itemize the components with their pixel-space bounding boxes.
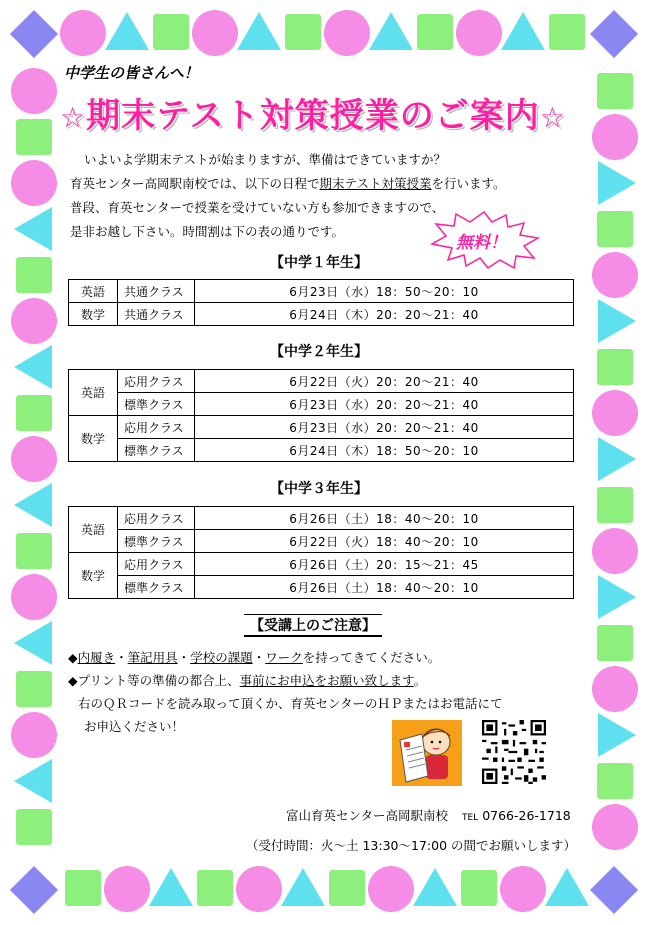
green-square-decoration <box>597 763 633 799</box>
grade-3-heading: 【中学３年生】 <box>270 481 368 497</box>
student-with-paper-illustration <box>392 720 462 786</box>
purple-diamond-decoration <box>590 10 638 58</box>
notice-line-3: 右のＱＲコードを読み取って頂くか、育英センターのＨＰまたはお電話にて <box>78 696 503 711</box>
green-square-decoration <box>16 809 52 845</box>
class-cell: 標準クラス <box>118 576 195 599</box>
reception-hours: （受付時間：火〜土 13:30〜17:00 の間でお願いします） <box>246 838 576 853</box>
intro-line-2-underlined: 期末テスト対策授業 <box>319 176 432 191</box>
table-row <box>69 507 574 530</box>
green-square-decoration <box>597 349 633 385</box>
cyan-triangle-decoration <box>14 621 52 665</box>
green-square-decoration <box>16 671 52 707</box>
subject-cell: 英語 <box>69 370 118 416</box>
pink-circle-decoration <box>11 68 57 114</box>
table-row <box>69 530 574 553</box>
phone-number[interactable]: 0766-26-1718 <box>482 808 571 823</box>
green-square-decoration <box>597 487 633 523</box>
notice-bullet-2-underlined: 事前にお申込をお願い致します <box>239 673 414 688</box>
intro-line-4: 是非お越し下さい。時間割は下の表の通りです。 <box>70 224 345 239</box>
table-row <box>69 439 574 462</box>
pink-circle-decoration <box>324 10 370 56</box>
intro-line-2-post: を行います。 <box>431 176 506 191</box>
subject-cell: 数学 <box>69 553 118 599</box>
purple-diamond-decoration <box>10 10 58 58</box>
flyer-subtitle: 中学生の皆さんへ！ <box>64 64 199 82</box>
pink-circle-decoration <box>592 252 638 298</box>
table-row <box>69 553 574 576</box>
bullet-icon: ◆ <box>68 673 78 688</box>
cyan-triangle-decoration <box>413 868 457 906</box>
pink-circle-decoration <box>500 866 546 912</box>
cyan-triangle-decoration <box>281 868 325 906</box>
separator: ・ <box>177 650 191 665</box>
pink-circle-decoration <box>192 10 238 56</box>
time-cell: 6月22日（火）18：40〜20：10 <box>195 530 574 553</box>
pink-circle-decoration <box>592 114 638 160</box>
grade-1-table <box>68 279 574 326</box>
green-square-decoration <box>597 73 633 109</box>
cyan-triangle-decoration <box>369 12 413 50</box>
table-row <box>69 280 574 303</box>
time-cell: 6月24日（木）20：20〜21：40 <box>195 303 574 326</box>
time-cell: 6月23日（水）20：20〜21：40 <box>195 416 574 439</box>
class-cell: 応用クラス <box>118 370 195 393</box>
pink-circle-decoration <box>11 436 57 482</box>
table-row <box>69 416 574 439</box>
separator: ・ <box>115 650 128 665</box>
class-cell: 標準クラス <box>118 393 195 416</box>
cyan-triangle-decoration <box>598 299 636 343</box>
grade-2-heading: 【中学２年生】 <box>270 344 368 360</box>
subject-cell: 数学 <box>69 303 118 326</box>
cyan-triangle-decoration <box>237 12 281 50</box>
green-square-decoration <box>597 211 633 247</box>
green-square-decoration <box>65 870 101 906</box>
pink-circle-decoration <box>456 10 502 56</box>
pink-circle-decoration <box>236 866 282 912</box>
notice-bullet-2-post: 。 <box>413 673 427 688</box>
flyer-title <box>60 88 566 137</box>
notice-line-4: お申込ください！ <box>84 719 185 734</box>
pink-circle-decoration <box>592 528 638 574</box>
notice-bullet-1-post: を持ってきてください。 <box>302 650 441 665</box>
green-square-decoration <box>16 533 52 569</box>
time-cell: 6月26日（土）18：40〜20：10 <box>195 576 574 599</box>
pink-circle-decoration <box>592 666 638 712</box>
star-right-icon: ☆ <box>539 101 566 134</box>
pink-circle-decoration <box>11 160 57 206</box>
green-square-decoration <box>417 14 453 50</box>
notice-bullet-2 <box>68 671 426 689</box>
cyan-triangle-decoration <box>598 437 636 481</box>
purple-diamond-decoration <box>590 866 638 914</box>
class-cell: 共通クラス <box>118 280 195 303</box>
cyan-triangle-decoration <box>545 868 589 906</box>
time-cell: 6月23日（水）20：20〜21：40 <box>195 393 574 416</box>
class-cell: 応用クラス <box>118 416 195 439</box>
item-indoor-shoes: 内履き <box>77 650 116 665</box>
table-row <box>69 576 574 599</box>
pink-circle-decoration <box>592 804 638 850</box>
subject-cell: 数学 <box>69 416 118 462</box>
grade-1-heading: 【中学１年生】 <box>270 255 368 271</box>
intro-line-2-pre: 育英センター高岡駅南校では、以下の日程で <box>70 176 320 191</box>
time-cell: 6月24日（木）18：50〜20：10 <box>195 439 574 462</box>
green-square-decoration <box>153 14 189 50</box>
item-school-homework: 学校の課題 <box>190 650 253 665</box>
separator: ・ <box>252 650 266 665</box>
green-square-decoration <box>285 14 321 50</box>
tel-label: TEL <box>462 813 479 823</box>
cyan-triangle-decoration <box>14 483 52 527</box>
pink-circle-decoration <box>11 574 57 620</box>
time-cell: 6月26日（土）20：15〜21：45 <box>195 553 574 576</box>
class-cell: 共通クラス <box>118 303 195 326</box>
flyer-title-text: 期末テスト対策授業のご案内 <box>86 96 540 136</box>
pink-circle-decoration <box>11 298 57 344</box>
cyan-triangle-decoration <box>14 207 52 251</box>
cyan-triangle-decoration <box>14 345 52 389</box>
green-square-decoration <box>16 119 52 155</box>
time-cell: 6月22日（火）20：20〜21：40 <box>195 370 574 393</box>
star-left-icon: ☆ <box>60 101 87 134</box>
subject-cell: 英語 <box>69 507 118 553</box>
class-cell: 標準クラス <box>118 530 195 553</box>
cyan-triangle-decoration <box>14 759 52 803</box>
purple-diamond-decoration <box>10 866 58 914</box>
grade-2-table <box>68 369 574 462</box>
time-cell: 6月23日（水）18：50〜20：10 <box>195 280 574 303</box>
grade-3-table <box>68 506 574 599</box>
item-workbook: ワーク <box>265 650 303 665</box>
school-name: 富山育英センター高岡駅南校 <box>286 808 449 823</box>
cyan-triangle-decoration <box>598 713 636 757</box>
intro-line-1: いよいよ学期末テストが始まりますが、準備はできていますか？ <box>84 152 447 167</box>
cyan-triangle-decoration <box>105 12 149 50</box>
footer-contact <box>286 806 571 824</box>
free-badge: 無料！ <box>456 233 507 253</box>
bullet-icon: ◆ <box>68 650 78 665</box>
table-row <box>69 370 574 393</box>
time-cell: 6月26日（土）18：40〜20：10 <box>195 507 574 530</box>
cyan-triangle-decoration <box>598 575 636 619</box>
pink-circle-decoration <box>60 10 106 56</box>
intro-line-3: 普段、育英センターで授業を受けていない方も参加できますので、 <box>70 200 445 215</box>
green-square-decoration <box>549 14 585 50</box>
pink-circle-decoration <box>11 712 57 758</box>
table-row <box>69 393 574 416</box>
intro-line-2 <box>70 174 506 192</box>
pink-circle-decoration <box>104 866 150 912</box>
cyan-triangle-decoration <box>501 12 545 50</box>
green-square-decoration <box>329 870 365 906</box>
class-cell: 応用クラス <box>118 553 195 576</box>
notice-bullet-1 <box>68 648 440 666</box>
notice-title: 【受講上のご注意】 <box>244 614 382 637</box>
green-square-decoration <box>16 395 52 431</box>
green-square-decoration <box>16 257 52 293</box>
notice-bullet-2-pre: プリント等の準備の都合上、 <box>77 673 240 688</box>
subject-cell: 英語 <box>69 280 118 303</box>
green-square-decoration <box>461 870 497 906</box>
cyan-triangle-decoration <box>149 868 193 906</box>
pink-circle-decoration <box>368 866 414 912</box>
pink-circle-decoration <box>592 390 638 436</box>
green-square-decoration <box>197 870 233 906</box>
green-square-decoration <box>597 625 633 661</box>
item-stationery: 筆記用具 <box>127 650 178 665</box>
class-cell: 応用クラス <box>118 507 195 530</box>
table-row <box>69 303 574 326</box>
class-cell: 標準クラス <box>118 439 195 462</box>
qr-code-icon[interactable] <box>482 720 546 784</box>
cyan-triangle-decoration <box>598 161 636 205</box>
